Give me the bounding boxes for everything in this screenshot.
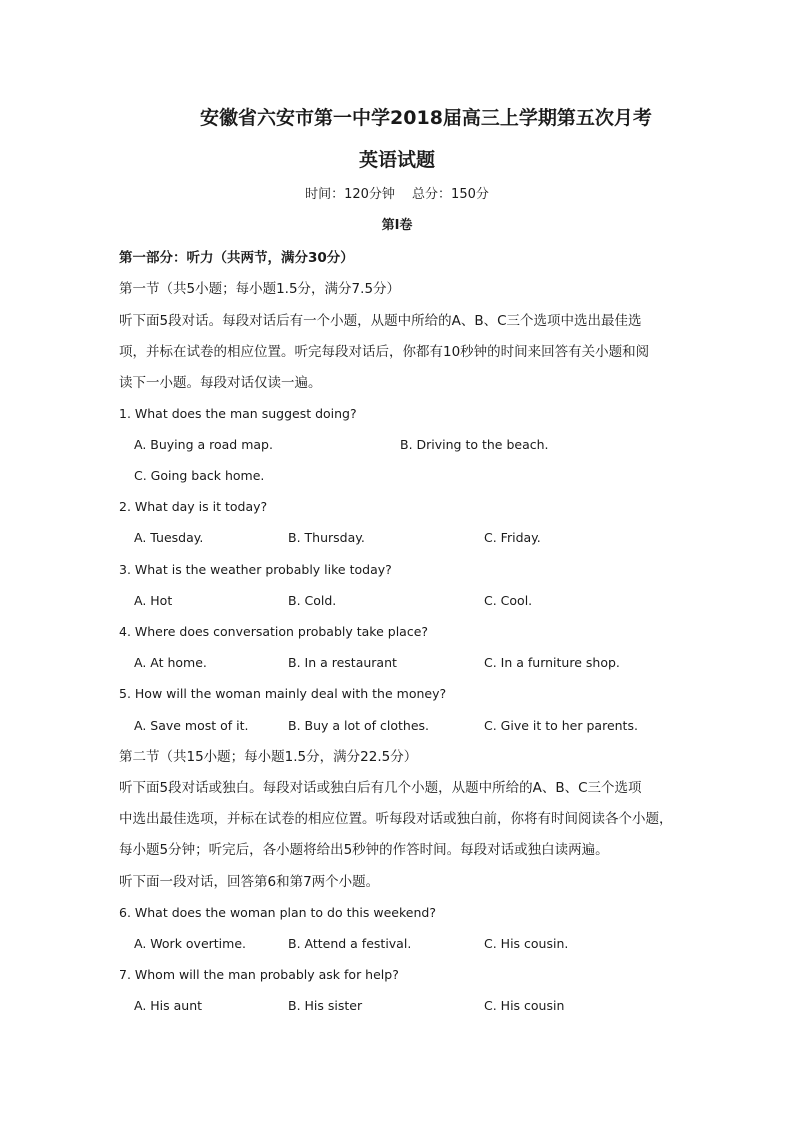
exam-title: 安徽省六安市第一中学2018届高三上学期第五次月考	[200, 107, 652, 129]
section1-instruction-line: 读下一小题。每段对话仅读一遍。	[119, 375, 322, 391]
option-c: C. In a furniture shop.	[484, 655, 620, 670]
section2-instruction-line: 中选出最佳选项，并标在试卷的相应位置。听每段对话或独白前，你将有时间阅读各个小题，	[119, 811, 673, 827]
option-b: B. In a restaurant	[288, 655, 397, 670]
option-c: C. Give it to her parents.	[484, 718, 638, 733]
option-a: A. Hot	[134, 593, 173, 608]
option-b: B. Driving to the beach.	[400, 437, 549, 452]
question-stem: 6. What does the woman plan to do this weekend?	[119, 905, 436, 920]
option-c: C. His cousin	[484, 998, 565, 1013]
time-info: 时间：120分钟 总分：150分	[305, 187, 489, 202]
option-b: B. Thursday.	[288, 530, 365, 545]
question-stem: 4. Where does conversation probably take place?	[119, 624, 429, 639]
section1-instruction-line: 项，并标在试卷的相应位置。听完每段对话后，你都有10秒钟的时间来回答有关小题和阅	[119, 344, 650, 360]
exam-subtitle: 英语试题	[358, 149, 435, 171]
section2-heading: 第二节（共15小题；每小题1.5分，满分22.5分）	[119, 749, 418, 765]
section1-instruction-line: 听下面5段对话。每段对话后有一个小题，从题中所给的A、B、C三个选项中选出最佳选	[119, 313, 642, 329]
option-a: A. Tuesday.	[134, 530, 204, 545]
volume-label: 第Ⅰ卷	[381, 218, 413, 233]
option-b: B. Attend a festival.	[288, 936, 412, 951]
option-a: A. Work overtime.	[134, 936, 246, 951]
question-stem: 2. What day is it today?	[119, 499, 268, 514]
option-c: C. Going back home.	[134, 468, 265, 483]
option-c: C. His cousin.	[484, 936, 569, 951]
option-a: A. His aunt	[134, 998, 203, 1013]
option-b: B. Buy a lot of clothes.	[288, 718, 430, 733]
option-a: A. Buying a road map.	[134, 437, 273, 452]
question-stem: 3. What is the weather probably like today?	[119, 562, 392, 577]
option-c: C. Cool.	[484, 593, 533, 608]
question-stem: 5. How will the woman mainly deal with the money?	[119, 686, 447, 701]
part1-title: 第一部分：听力（共两节，满分30分）	[119, 250, 354, 266]
question-stem: 7. Whom will the man probably ask for help?	[119, 967, 399, 982]
option-b: B. His sister	[288, 998, 363, 1013]
section1-heading: 第一节（共5小题；每小题1.5分，满分7.5分）	[119, 281, 401, 297]
dialog-note: 听下面一段对话，回答第6和第7两个小题。	[119, 874, 380, 890]
option-b: B. Cold.	[288, 593, 337, 608]
question-stem: 1. What does the man suggest doing?	[119, 406, 357, 421]
option-a: A. Save most of it.	[134, 718, 249, 733]
section2-instruction-line: 听下面5段对话或独白。每段对话或独白后有几个小题，从题中所给的A、B、C三个选项	[119, 780, 642, 796]
option-c: C. Friday.	[484, 530, 541, 545]
option-a: A. At home.	[134, 655, 207, 670]
section2-instruction-line: 每小题5分钟；听完后，各小题将给出5秒钟的作答时间。每段对话或独白读两遍。	[119, 842, 609, 858]
